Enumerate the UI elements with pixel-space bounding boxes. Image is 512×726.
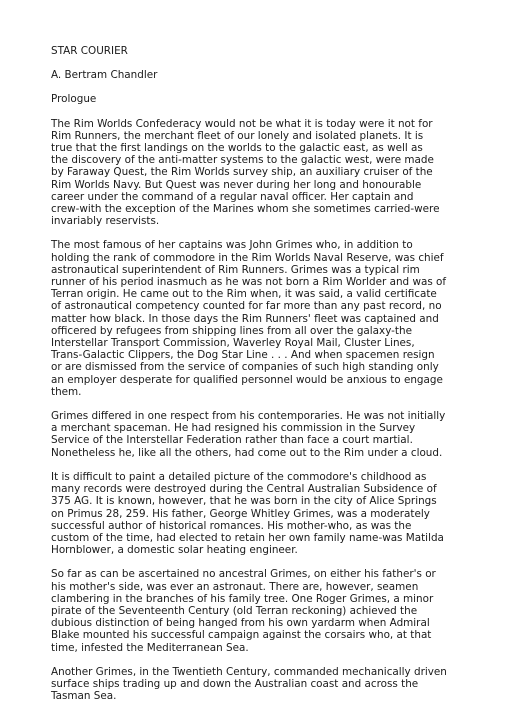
paragraph-line: by Faraway Quest, the Rim Worlds survey ship, an auxiliary cruiser of the [51, 166, 433, 179]
paragraph-line: many records were destroyed during the Central Australian Subsidence of [51, 483, 437, 496]
paragraph-line: Hornblower, a domestic solar heating engineer. [51, 544, 298, 557]
paragraph [51, 666, 472, 703]
paragraph-line: Rim Worlds Navy. But Quest was never during her long and honourable [51, 178, 422, 191]
paragraph-line: of astronautical competency counted for far more than any past record, no [51, 300, 442, 313]
paragraph-line: Rim Runners, the merchant fleet of our lonely and isolated planets. It is [51, 129, 424, 142]
paragraph-line: Terran origin. He came out to the Rim when, it was said, a valid certificate [51, 288, 437, 301]
paragraph-line: So far as can be ascertained no ancestral Grimes, on either his father's or [51, 568, 436, 581]
author-name: A. Bertram Chandler [51, 69, 158, 82]
paragraph-line: custom of the time, had elected to retain her own family name-was Matilda [51, 531, 444, 544]
paragraph-line: 375 AG. It is known, however, that he was born in the city of Alice Springs [51, 495, 437, 508]
paragraph-line: Another Grimes, in the Twentieth Century, commanded mechanically driven [51, 665, 447, 678]
paragraph-line: clambering in the branches of his family tree. One Roger Grimes, a minor [51, 592, 434, 605]
paragraph-line: successful author of historical romances. His mother-who, as was the [51, 519, 412, 532]
section-heading: Prologue [51, 93, 97, 106]
paragraph-line: time, infested the Mediterranean Sea. [51, 641, 249, 654]
paragraph [51, 118, 472, 228]
paragraph-line: Blake mounted his successful campaign against the corsairs who, at that [51, 629, 432, 642]
paragraph-line: holding the rank of commodore in the Rim Worlds Naval Reserve, was chief [51, 251, 444, 264]
paragraph-line: a merchant spaceman. He had resigned his commission in the Survey [51, 422, 416, 435]
paragraph-line: astronautical superintendent of Rim Runners. Grimes was a typical rim [51, 263, 420, 276]
paragraph [51, 239, 472, 398]
paragraph-line: The Rim Worlds Confederacy would not be what it is today were it not for [51, 117, 433, 130]
paragraph-line: Grimes differed in one respect from his contemporaries. He was not initially [51, 410, 446, 423]
paragraph-line: career under the command of a regular naval officer. Her captain and [51, 190, 414, 203]
paragraph [51, 410, 472, 459]
paragraph-line: surface ships trading up and down the Australian coast and across the [51, 677, 419, 690]
paragraph-line: Interstellar Transport Commission, Waverley Royal Mail, Cluster Lines, [51, 337, 415, 350]
paragraph-line: It is difficult to paint a detailed picture of the commodore's childhood as [51, 470, 427, 483]
body-text [51, 118, 472, 703]
paragraph-line: crew-with the exception of the Marines whom she sometimes carried-were [51, 203, 440, 216]
paragraph-line: runner of his period inasmuch as he was not born a Rim Worlder and was of [51, 276, 447, 289]
paragraph-line: dubious distinction of being hanged from his own yardarm when Admiral [51, 617, 430, 630]
paragraph-line: them. [51, 385, 82, 398]
paragraph-line: Service of the Interstellar Federation rather than face a court martial. [51, 434, 413, 447]
paragraph-line: true that the first landings on the worlds to the galactic east, as well as [51, 142, 423, 155]
paragraph-line: matter how black. In those days the Rim Runners' fleet was captained and [51, 312, 439, 325]
paragraph-line: officered by refugees from shipping lines from all over the galaxy-the [51, 324, 412, 337]
paragraph [51, 568, 472, 653]
paragraph [51, 471, 472, 556]
book-title: STAR COURIER [51, 45, 128, 57]
paragraph-line: Tasman Sea. [51, 690, 117, 703]
paragraph-line: invariably reservists. [51, 215, 160, 228]
paragraph-line: pirate of the Seventeenth Century (old Terran reckoning) achieved the [51, 604, 418, 617]
paragraph-line: his mother's side, was ever an astronaut. There are, however, seamen [51, 580, 419, 593]
paragraph-line: the discovery of the anti-matter systems to the galactic west, were made [51, 154, 434, 167]
paragraph-line: or are dismissed from the service of companies of such high standing only [51, 361, 439, 374]
paragraph-line: on Primus 28, 259. His father, George Whitley Grimes, was a moderately [51, 507, 430, 520]
paragraph-line: Nonetheless he, like all the others, had come out to the Rim under a cloud. [51, 446, 443, 459]
paragraph-line: The most famous of her captains was John Grimes who, in addition to [51, 239, 413, 252]
paragraph-line: Trans-Galactic Clippers, the Dog Star Line . . . And when spacemen resign [51, 349, 435, 362]
paragraph-line: an employer desperate for qualified personnel would be anxious to engage [51, 373, 443, 386]
